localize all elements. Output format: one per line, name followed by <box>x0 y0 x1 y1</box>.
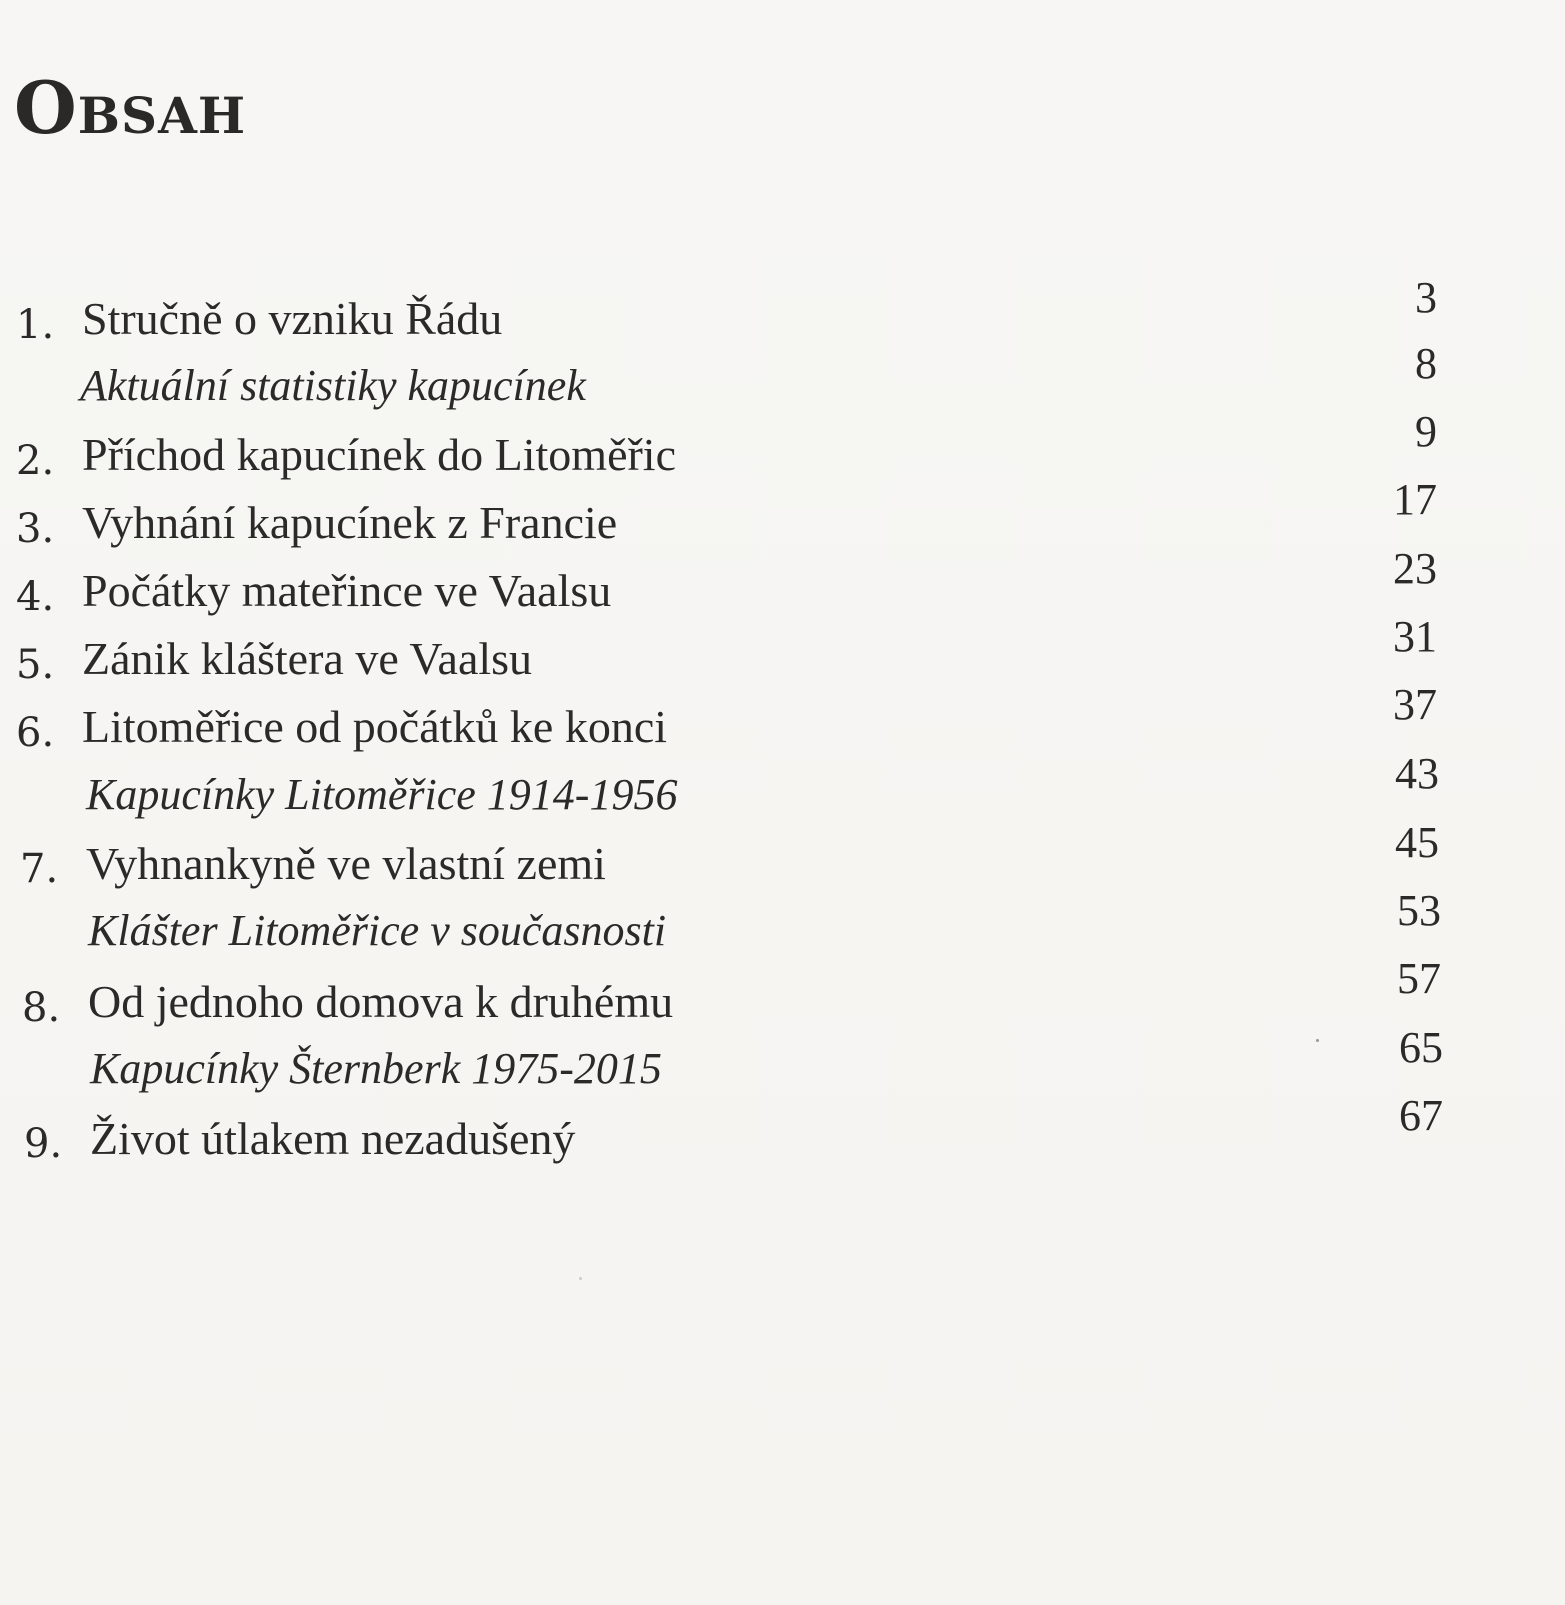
toc-entry-label: Klášter Litoměřice v současnosti <box>88 906 667 955</box>
toc-entry-page: 67 <box>1399 1091 1443 1140</box>
toc-entry-label: Kapucínky Litoměřice 1914-1956 <box>86 770 678 819</box>
toc-entry-label: Příchod kapucínek do Litoměřic <box>82 429 677 480</box>
paper-speck <box>579 1277 582 1280</box>
toc-entry-label: Vyhnankyně ve vlastní zemi <box>86 838 606 889</box>
toc-entry-page: 65 <box>1399 1023 1443 1072</box>
toc-entry-label: Počátky mateřince ve Vaalsu <box>82 565 612 616</box>
toc-entry-label: Život útlakem nezadušený <box>90 1113 576 1164</box>
toc-entry-number: 3. <box>16 506 55 552</box>
toc-entry-page: 43 <box>1395 749 1439 798</box>
toc-entry-page: 3 <box>1415 273 1437 322</box>
toc-entry-page: 17 <box>1393 475 1437 524</box>
toc-entry-number: 7. <box>20 846 59 892</box>
toc-entry-number: 5. <box>16 642 55 688</box>
paper-speck <box>1316 1039 1319 1042</box>
toc-entry-page: 23 <box>1393 544 1437 593</box>
toc-entry-page: 31 <box>1393 612 1437 661</box>
toc-entry-page: 45 <box>1395 818 1439 867</box>
toc-entry-page: 37 <box>1393 680 1437 729</box>
toc-entry-number: 2. <box>16 438 55 484</box>
toc-entry-label: Vyhnání kapucínek z Francie <box>82 497 618 548</box>
toc-entry-page: 53 <box>1397 886 1441 935</box>
toc-entry-label: Litoměřice od počátků ke konci <box>82 701 668 752</box>
toc-entry-label: Od jednoho domova k druhému <box>88 976 674 1027</box>
toc-entry-label: Zánik kláštera ve Vaalsu <box>82 633 533 684</box>
toc-entry-page: 57 <box>1397 954 1441 1003</box>
toc-entry-label: Kapucínky Šternberk 1975-2015 <box>90 1044 662 1093</box>
toc-entry-number: 8. <box>22 985 61 1031</box>
toc-entry-number: 1. <box>16 302 55 348</box>
toc-entry-number: 6. <box>16 710 55 756</box>
toc-entry-number: 4. <box>16 574 55 620</box>
toc-entry-page: 9 <box>1415 407 1437 456</box>
toc-entry-number: 9. <box>24 1121 63 1167</box>
toc-entry-label: Stručně o vzniku Řádu <box>82 293 503 344</box>
page-title: Obsah <box>14 65 247 150</box>
toc-entry-page: 8 <box>1415 339 1437 388</box>
toc-entry-label: Aktuální statistiky kapucínek <box>80 361 586 410</box>
